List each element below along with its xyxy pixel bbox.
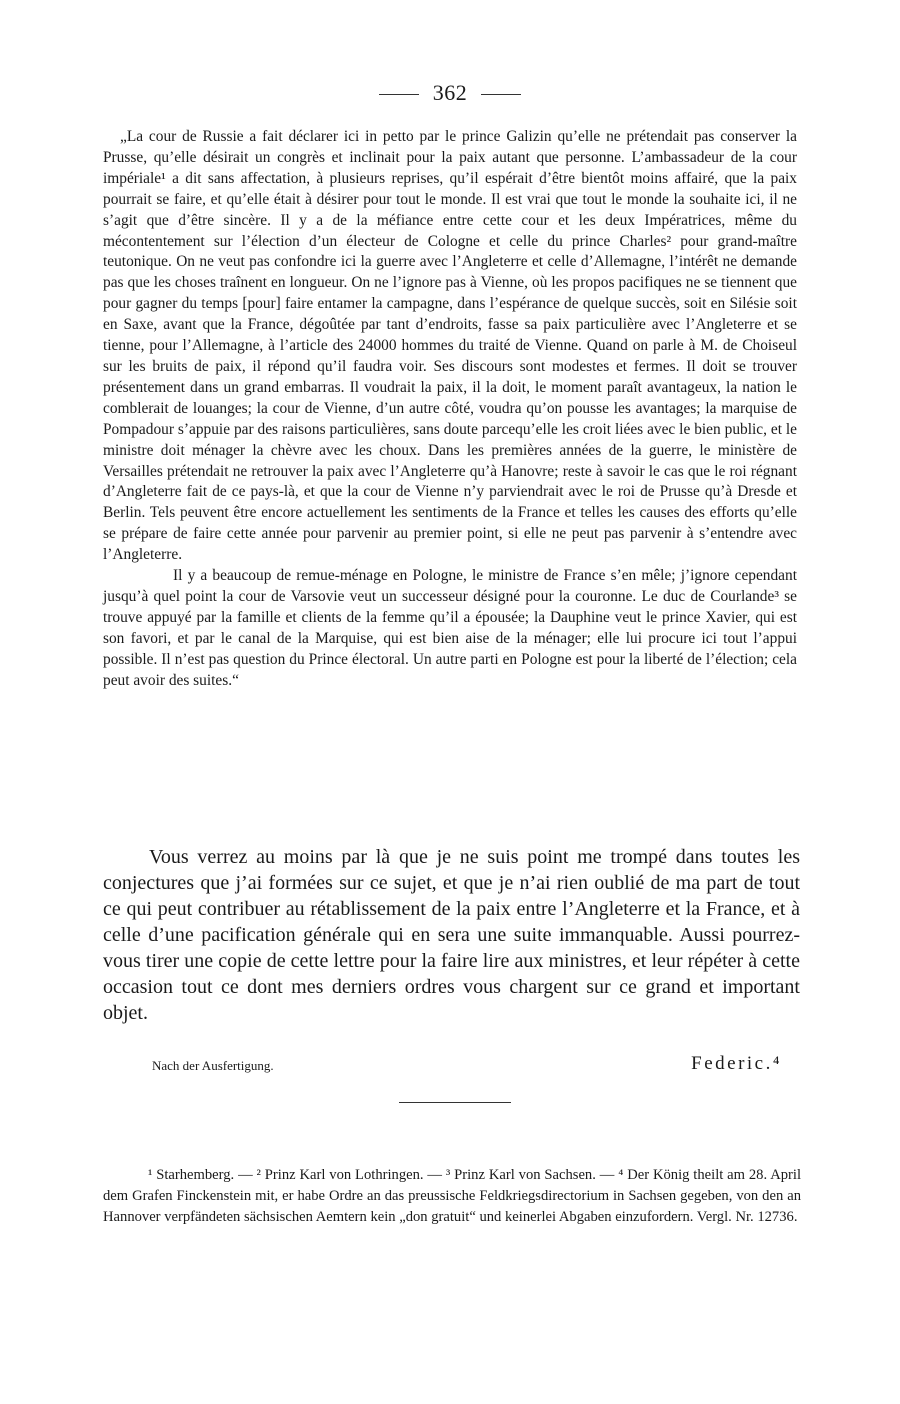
- source-note: Nach der Ausfertigung.: [152, 1058, 274, 1073]
- quote-paragraph-2: Il y a beaucoup de remue-ménage en Pologne, le ministre de France s’en mêle; j’ignore cependant jusqu’à quel point la cour de Varsovie veut un successeur désigné pour la couronne. Le duc de Courlande³ se trouve appuyé par la famille et clients de la femme qu’il a épousée; la Dauphine veut le prince Xavier, qui est son favori, et par le canal de la Marquise, qui est bien aise de la ménager; elle lui procure ici tout l’appui possible. Il n’est pas question du Prince électoral. Un autre parti en Pologne est pour la liberté de l’élection; cela peut avoir des suites.“: [103, 567, 797, 689]
- page-header: [0, 80, 900, 106]
- quote-paragraph-1: „La cour de Russie a fait déclarer ici in petto par le prince Galizin qu’elle ne prétendait pas conserver la Prusse, qu’elle désirait un congrès et inclinait pour la paix autant que personne. L’ambassadeur de la cour impériale¹ a dit sans affectation, à plusieurs reprises, qu’il espérait d’être bientôt moins affairé, que la paix pourrait se faire, et qu’elle était à désirer pour tout le monde. Il est vrai que tout le monde la souhaite ici, il ne s’agit que d’être sincère. Il y a de la méfiance entre cette cour et les deux Impératrices, même du mécontentement sur l’élection d’un électeur de Cologne et celle du prince Charles² pour grand-maître teutonique. On ne veut pas confondre ici la guerre avec l’Angleterre et celle d’Allemagne, l’intérêt ne demande pas que les choses traînent en longueur. On ne l’ignore pas à Vienne, où les propos pacifiques ne se tiennent que pour gagner du temps [pour] faire entamer la campagne, dans l’espérance de quelque succès, soit en Silésie soit en Saxe, avant que la France, dégoûtée par tant d’endroits, fasse sa paix particulière avec l’Angleterre et se tienne, pour l’Allemagne, à l’article des 24000 hommes du traité de Vienne. Quand on parle à M. de Choiseul sur les bruits de paix, il répond qu’il faudra voir. Ses discours sont modestes et fermes. Il doit se trouver présentement dans un grand embarras. Il voudrait la paix, il la doit, le moment paraît avantageux, la nation le comblerait de louanges; la cour de Vienne, d’un autre côté, voudra qu’on pousse les avantages; la marquise de Pompadour s’appuie par des raisons particulières, sans doute parcequ’elle les croit liées avec le bien public, et le ministre doit ménager la chèvre avec les choux. Dans les premières années de la guerre, le ministère de Versailles prétendait ne retrouver la paix avec l’Angleterre qu’à Hanovre; reste à savoir le cas que le roi régnant d’Angleterre fait de ce pays-là, et que la cour de Vienne n’y parviendrait avec le roi de Prusse qu’à Dresde et Berlin. Tels peuvent être encore actuellement les sentiments de la France et telles les causes des efforts qu’elle se prépare de faire cette année pour parvenir au premier point, si elle ne peut pas parvenir à s’entendre avec l’Angleterre.: [103, 128, 797, 564]
- footnotes: [103, 1165, 801, 1228]
- footnote-text: ¹ Starhemberg. — ² Prinz Karl von Lothringen. — ³ Prinz Karl von Sachsen. — ⁴ Der König theilt am 28. April dem Grafen Finckenstein mit, er habe Ordre an das preussische Feldkriegsdirectorium in Sachsen gegeben, von den an Hannover verpfändeten sächsischen Aemtern kein „don gratuit“ und keinerlei Abgaben einzufordern. Vergl. Nr. 12736.: [103, 1167, 801, 1225]
- letter-body-paragraph: Vous verrez au moins par là que je ne suis point me trompé dans toutes les conjectures que j’ai formées sur ce sujet, et que je n’ai rien oublié de ma part de tout ce qui peut contribuer au rétablissement de la paix entre l’Angleterre et la France, et à celle d’une pacification générale qui en sera une suite immanquable. Aussi pourrez-vous tirer une copie de cette lettre pour la faire lire aux ministres, et leur répéter à cette occasion tout ce dont mes derniers ordres vous chargent sur ce grand et important objet.: [103, 846, 800, 1024]
- header-dash-right: [481, 94, 521, 95]
- header-dash-left: [379, 94, 419, 95]
- page-number: 362: [432, 80, 468, 105]
- signature: Federic.⁴: [691, 1053, 782, 1074]
- quoted-report: [103, 127, 797, 691]
- closing-row: [152, 1053, 792, 1083]
- footnote-separator: [399, 1102, 511, 1103]
